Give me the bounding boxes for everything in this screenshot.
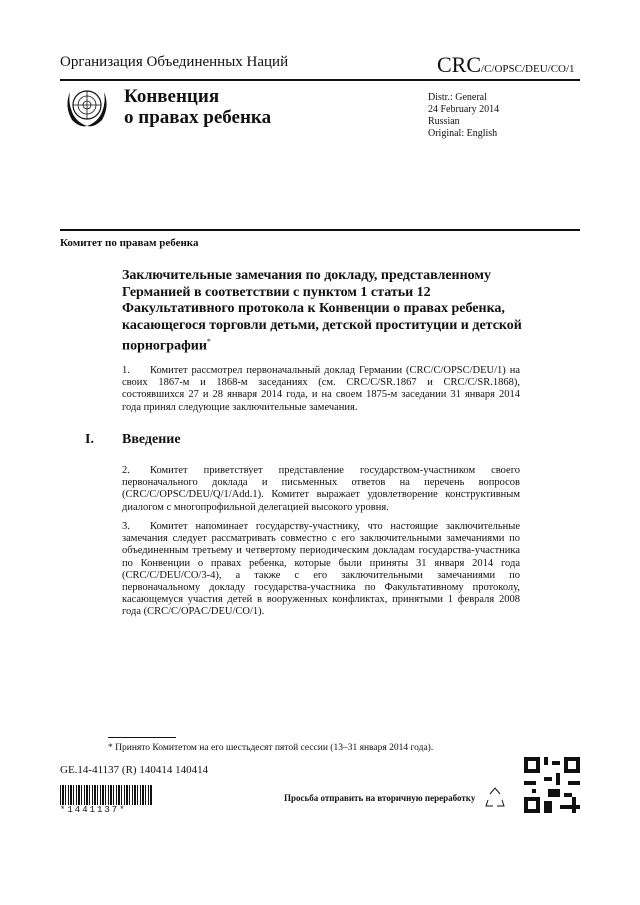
organization-name: Организация Объединенных Наций (60, 54, 289, 70)
paragraph-text: Комитет приветствует представление государством-участником своего первоначального доклада и письменных ответов на перечень вопросов (CRC/C/OPSC/DEU/Q/1/Add.1). Комитет выражает удовлетворение конструктивным диалогом с многопрофильной делегацией высокого уровня. (122, 465, 520, 513)
committee-name: Комитет по правам ребенка (60, 237, 199, 249)
paragraph-text: Комитет рассмотрел первоначальный доклад Германии (CRC/C/OPSC/DEU/1) на своих 1867-м и 1868-м заседаниях (см. CRC/C/SR.1867 и CRC/C/SR.1868), состоявшихся 27 и 28 января 2014 года, и на своем 1875-м заседании 31 января 2014 года принял следующие заключительные замечания. (122, 365, 520, 413)
footnote-mark: * (206, 337, 211, 346)
header-rule (60, 79, 580, 81)
convention-line-1: Конвенция (124, 86, 220, 107)
paragraph-text: Комитет напоминает государству-участнику, что настоящие заключительные замечания следует рассматривать совместно с его заключительными замечаниями по объединенным третьему и четвертому периодическим докладам государства-участника по Конвенции о правах ребенка, которые были приняты 31 января 2014 года (CRC/C/DEU/CO/3-4), а также с его заключительными замечаниями по первоначальному докладу государства-участника по Факультативному протоколу, касающемуся участия детей в вооруженных конфликтах, принятыми 1 февраля 2008 года (CRC/C/OPAC/DEU/CO/1). (122, 521, 520, 618)
date-line: 24 February 2014 (428, 104, 500, 115)
job-number: GE.14-41137 (R) 140414 140414 (60, 764, 209, 776)
recycle-note: Просьба отправить на вторичную переработку (284, 793, 476, 803)
document-title (122, 268, 542, 355)
paragraph-number: 2. (122, 465, 130, 476)
section-number: I. (85, 432, 94, 447)
document-symbol (437, 52, 575, 78)
barcode (60, 785, 152, 805)
paragraph-1 (122, 365, 520, 414)
language-line: Russian (428, 116, 460, 127)
recycle-icon (484, 786, 506, 808)
header-bottom-rule (60, 229, 580, 231)
original-language-line: Original: English (428, 128, 498, 139)
symbol-rest: /C/OPSC/DEU/CO/1 (481, 63, 575, 75)
paragraph-2 (122, 465, 520, 514)
convention-line-2: о правах ребенка (124, 107, 272, 128)
distr-line: Distr.: General (428, 92, 487, 103)
barcode-number: *1441137* (60, 805, 127, 815)
section-heading: Введение (122, 432, 181, 447)
footnote: * Принято Комитетом на его шестьдесят пятой сессии (13–31 января 2014 года). (108, 743, 434, 753)
title-text: Заключительные замечания по докладу, представленному Германией в соответствии с пунктом 1 статьи 12 Факультативного протокола к Конвенции о правах ребенка, касающегося торговли детьми, детской проституции и детской порнографии (122, 268, 522, 354)
footnote-rule (108, 737, 176, 738)
convention-title (124, 86, 271, 128)
symbol-main: CRC (437, 52, 482, 77)
paragraph-3 (122, 521, 520, 619)
un-emblem-icon (62, 84, 112, 130)
qr-code-icon (524, 757, 580, 813)
distribution-info (428, 92, 499, 140)
paragraph-number: 3. (122, 521, 130, 532)
paragraph-number: 1. (122, 365, 130, 376)
